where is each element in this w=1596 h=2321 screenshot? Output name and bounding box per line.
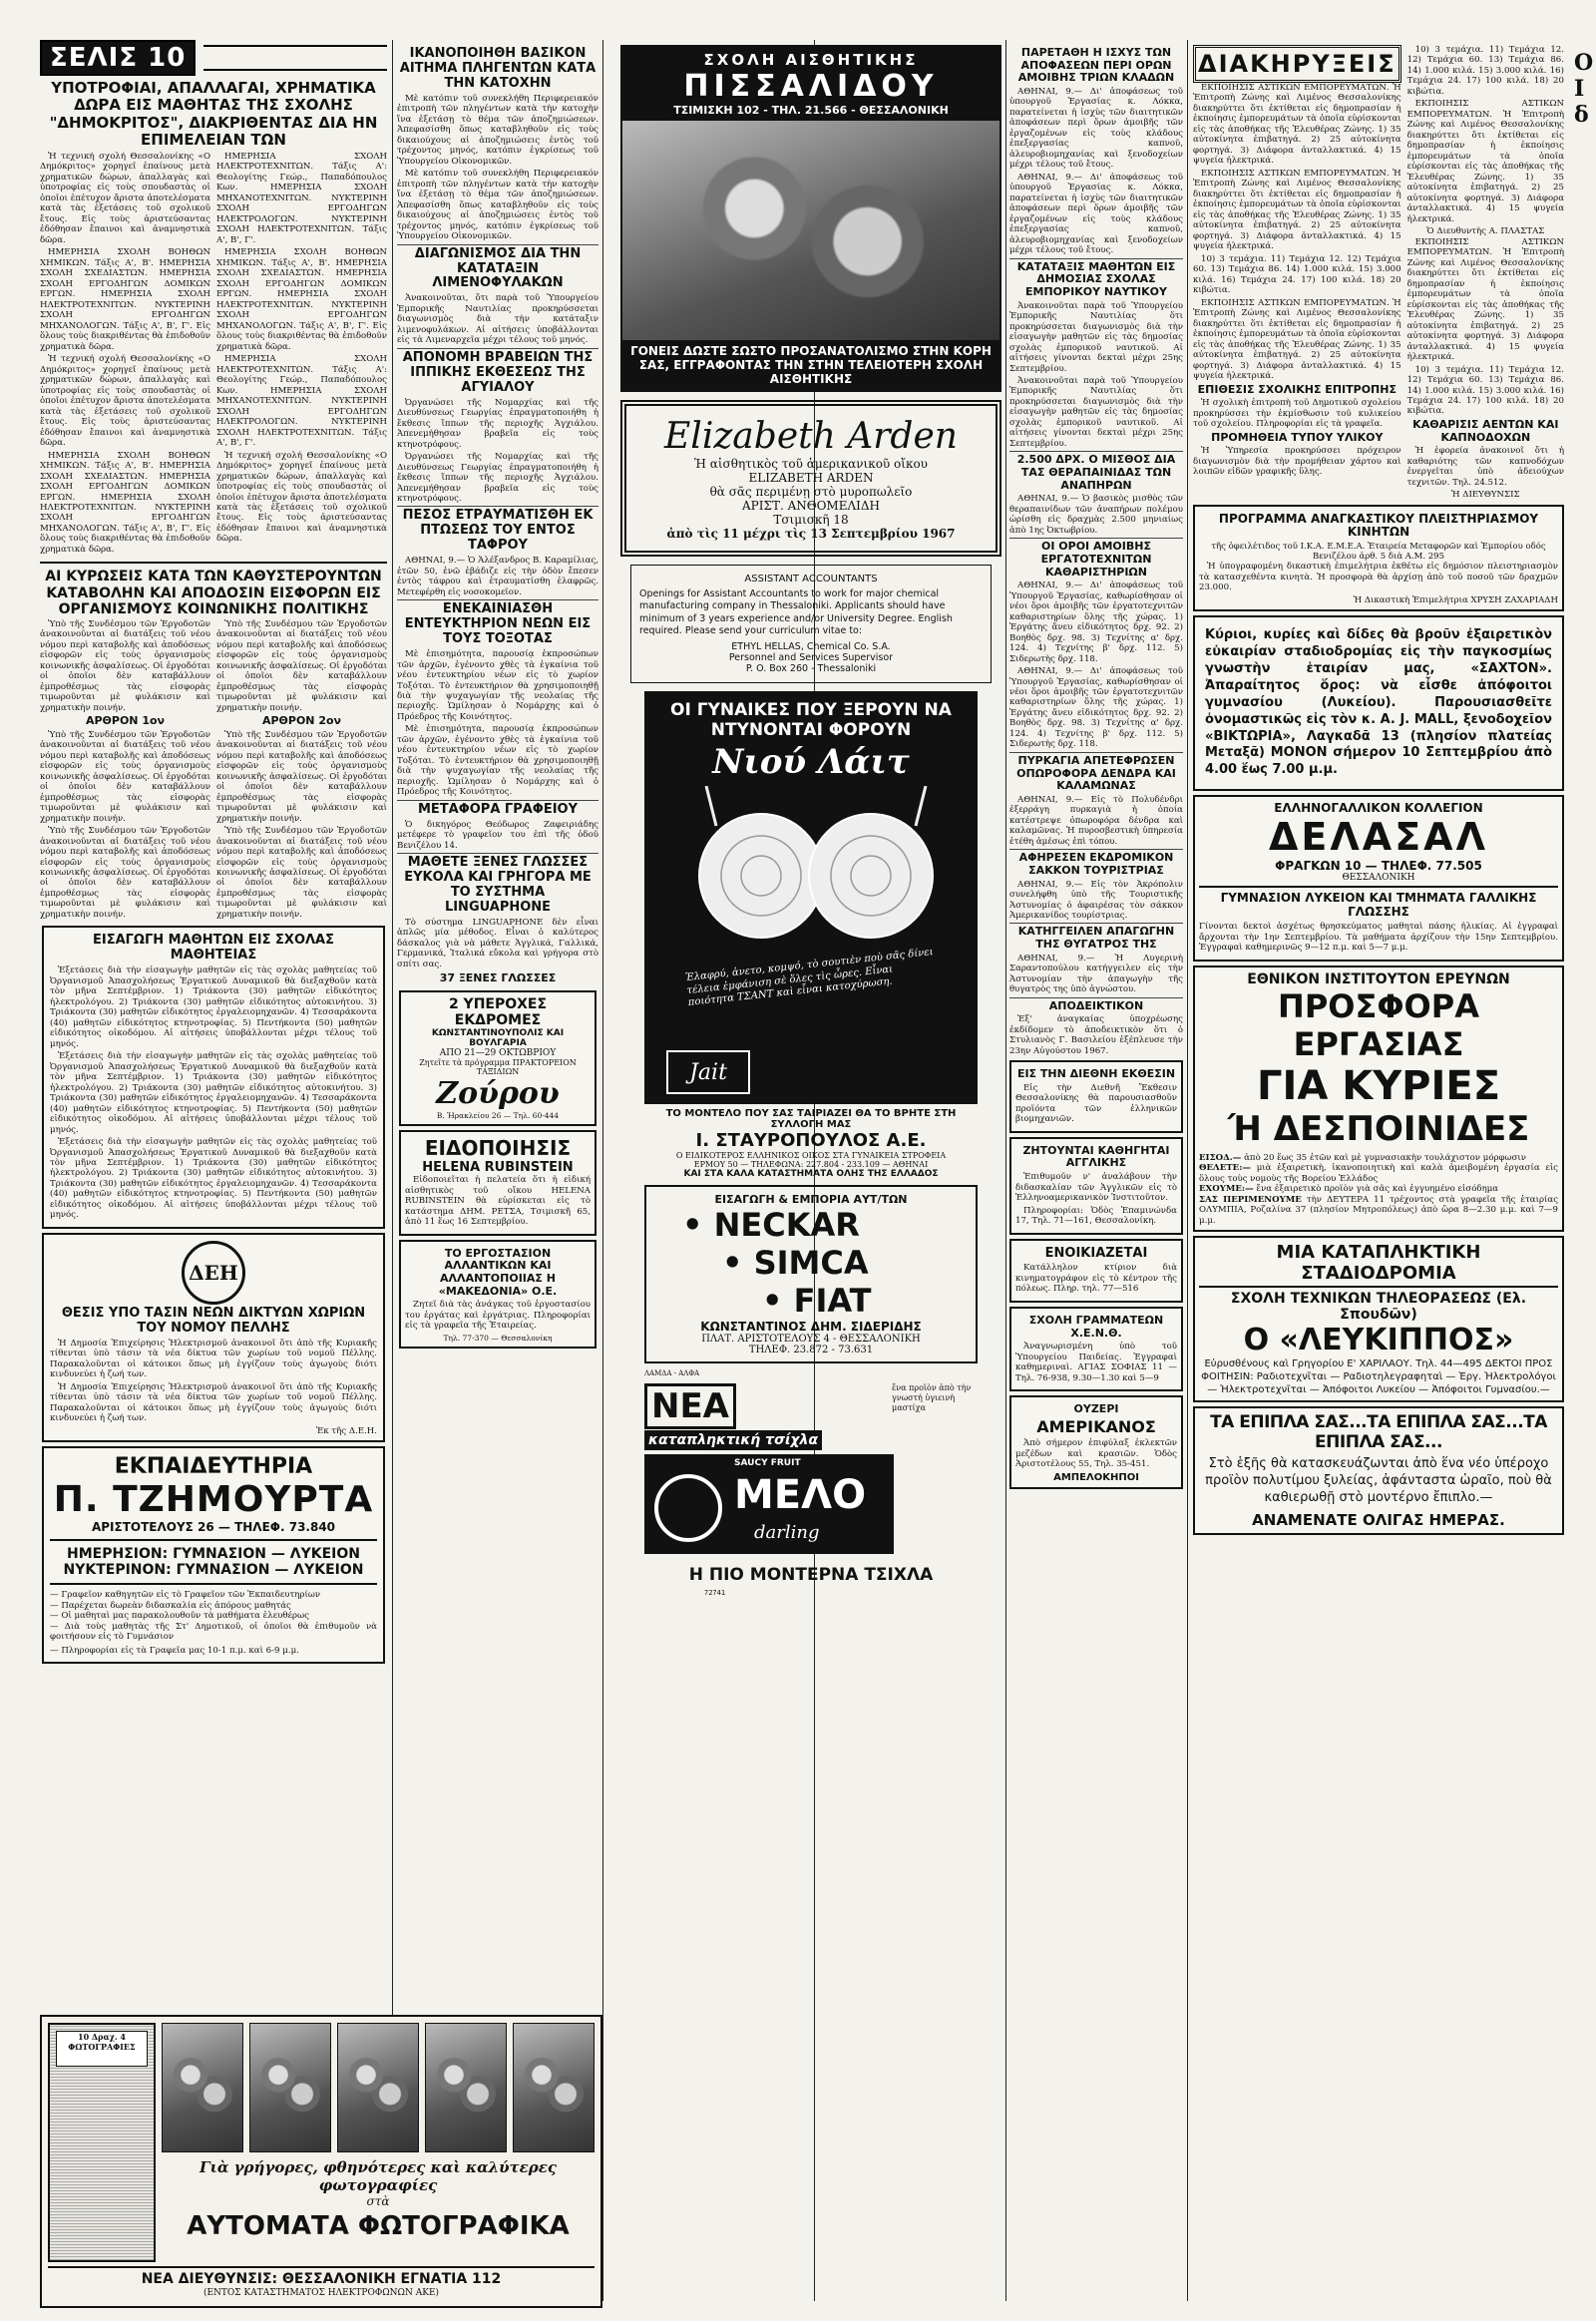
photo-new-address: ΝΕΑ ΔΙΕΥΘΥΝΣΙΣ: ΘΕΣΣΑΛΟΝΙΚΗ ΕΓΝΑΤΙΑ 112 xyxy=(48,2266,595,2287)
arden-line5: Τσιμισκῆ 18 xyxy=(773,513,849,527)
kyroseis-body-6: Ὑπὸ τῆς Συνδέσμου τῶν Ἐργοδοτῶν ἀνακοινοῦνται αἱ διατάξεις τοῦ νέου νόμου περὶ καταβολῆς καὶ ἀποδόσεως εἰσφορῶν εἰς τοὺς ὀργανισμοὺς κοινωνικῆς ἀσφαλίσεως. Οἱ ἐργοδόται οἱ ὁποῖοι δὲν καταβάλλουν ἐμπροθέσμως τὰς εἰσφορὰς τιμωροῦνται μὲ φυλάκισιν καὶ χρηματικὴν ποινήν. xyxy=(216,826,387,920)
c3c-body-2: Ὀργανώσει τῆς Νομαρχίας καὶ τῆς Διευθύνσεως Γεωργίας ἐπραγματοποιήθη ἡ ἔκθεσις ἵππων τῆς περιοχῆς Ἀγχιάλου. Ἀπενεμήθησαν βραβεῖα εἰς τοὺς κτηνοτρόφους. xyxy=(397,452,598,504)
for-rent-ad xyxy=(1009,1239,1183,1303)
car-phone: ΤΗΛΕΦ. 23.872 - 73.631 xyxy=(748,1345,874,1356)
epipla-head: ΤΑ ΕΠΙΠΛΑ ΣΑΣ...ΤΑ ΕΠΙΠΛΑ ΣΑΣ...ΤΑ ΕΠΙΠΛΑ ΣΑΣ... xyxy=(1210,1412,1547,1453)
lead-body-3: ΗΜΕΡΗΣΙΑ ΣΧΟΛΗ ΗΛΕΚΤΡΟΤΕΧΝΙΤΩΝ. Τάξις Α': Θεολογίτης Γεώρ., Παπαδόπουλος Κων. ΗΜΕΡΗΣΙΑ ΣΧΟΛΗ ΜΗΧΑΝΟΤΕΧΝΙΤΩΝ. ΝΥΚΤΕΡΙΝΗ ΣΧΟΛΗ ΕΡΓΟΔΗΓΩΝ ΗΛΕΚΤΡΟΛΟΓΩΝ. ΝΥΚΤΕΡΙΝΗ ΣΧΟΛΗ ΗΛΕΚΤΡΟΤΕΧΝΙΤΩΝ. Τάξις Α', Β', Γ'. xyxy=(216,152,387,245)
kath-body: Ἡ ἐφορεία ἀνακοινοῖ ὅτι ἡ καθαριότης τῶν καπνοδόχων ἐνεργεῖται ὑπὸ ἀδειούχων τεχνιτῶν. Τηλ. 24.512. xyxy=(1406,446,1564,488)
excursions-line2: ΑΠΟ 21—29 ΟΚΤΩΒΡΙΟΥ xyxy=(439,1048,557,1059)
c5l-headline: ΣΧΟΛΗ ΓΡΑΜΜΑΤΕΩΝ Χ.Ε.Ν.Θ. xyxy=(1028,1313,1164,1340)
acc-title: ASSISTANT ACCOUNTANTS xyxy=(744,574,878,584)
c3e-body: Μὲ ἐπισημότητα, παρουσίᾳ ἐκπροσώπων τῶν ἀρχῶν, ἐγένοντο χθὲς τὰ ἐγκαίνια τοῦ νέου ἐντευκτηρίου νέων εἰς τὸ χωρίον Τοξόται. Τὸ ἐντευκτήριον θὰ χρησιμοποιηθῇ διὰ τὴν ψυχαγωγίαν τῆς νεολαίας τῆς περιοχῆς. Ὡμίλησαν ὁ Νομάρχης καὶ ὁ Πρόεδρος τῆς Κοινότητος. xyxy=(397,649,598,722)
kyroseis-body-5: Ὑπὸ τῆς Συνδέσμου τῶν Ἐργοδοτῶν ἀνακοινοῦνται αἱ διατάξεις τοῦ νέου νόμου περὶ καταβολῆς καὶ ἀποδόσεως εἰσφορῶν εἰς τοὺς ὀργανισμοὺς κοινωνικῆς ἀσφαλίσεως. Οἱ ἐργοδόται οἱ ὁποῖοι δὲν καταβάλλουν ἐμπροθέσμως τὰς εἰσφορὰς τιμωροῦνται μὲ φυλάκισιν καὶ χρηματικὴν ποινήν. xyxy=(216,729,387,824)
kyroseis-body-3: Ὑπὸ τῆς Συνδέσμου τῶν Ἐργοδοτῶν ἀνακοινοῦνται αἱ διατάξεις τοῦ νέου νόμου περὶ καταβολῆς καὶ ἀποδόσεως εἰσφορῶν εἰς τοὺς ὀργανισμοὺς κοινωνικῆς ἀσφαλίσεως. Οἱ ἐργοδόται οἱ ὁποῖοι δὲν καταβάλλουν ἐμπροθέσμως τὰς εἰσφορὰς τιμωροῦνται μὲ φυλάκισιν καὶ χρηματικὴν ποινήν. xyxy=(40,826,210,920)
jait-logo: Jait xyxy=(666,1050,750,1094)
c5m-headline: ΟΥΖΕΡΙ xyxy=(1073,1402,1119,1416)
c3c-body: Ὀργανώσει τῆς Νομαρχίας καὶ τῆς Διευθύνσεως Γεωργίας ἐπραγματοποιήθη ἡ ἔκθεσις ἵππων τῆς περιοχῆς Ἀγχιάλου. Ἀπενεμήθησαν βραβεῖα εἰς τοὺς κτηνοτρόφους. xyxy=(397,397,598,450)
portrait-photo xyxy=(337,2023,419,2152)
del-body: Γίνονται δεκτοὶ ἀσχέτως θρησκεύματος μαθηταὶ πάσης ἡλικίας. Αἱ ἐγγραφαὶ ἄρχονται τὴν 1ην Σεπτεμβρίου. Τὰ μαθήματα ἀρχίζουν τὴν 15ην Σεπτεμβρίου. Ἐγγραφαὶ καθημερινῶς 9—12 π.μ. καὶ 5—7 μ.μ. xyxy=(1199,922,1558,954)
excursions-ad xyxy=(399,990,597,1126)
dia-body-4: ΕΚΠΟΙΗΣΙΣ ΑΣΤΙΚΩΝ ΕΜΠΟΡΕΥΜΑΤΩΝ. Ἡ Ἐπιτροπὴ Ζώνης καὶ Λιμένος Θεσσαλονίκης διακηρύττει ὅτι ἐκτίθεται εἰς δημοπρασίαν ἡ ἐκποίησις ἐμπορευμάτων τὰ ὁποῖα εὑρίσκονται εἰς τὰς ἀποθήκας τῆς Ἐλευθέρας Ζώνης. 1) 35 αὐτοκίνητα ἐπιβατηγά. 2) 25 αὐτοκίνητα φορτηγά. 3) Διάφορα ἀνταλλακτικά. 4) 15 ψυγεία ἠλεκτρικά. xyxy=(1193,297,1401,382)
leu-name: Ο «ΛΕΥΚΙΠΠΟΣ» xyxy=(1243,1323,1514,1358)
photo-new-address-2: (ΕΝΤΟΣ ΚΑΤΑΣΤΗΜΑΤΟΣ ΗΛΕΚΤΡΟΦΩΝΩΝ ΑΚΕ) xyxy=(202,2288,440,2298)
kath-headline: ΚΑΘΑΡΙΣΙΣ ΑΕΝΤΩΝ ΚΑΙ ΚΑΠΝΟΔΟΧΩΝ xyxy=(1412,417,1559,444)
left-column xyxy=(40,40,387,1668)
leu-kicker: ΜΙΑ ΚΑΤΑΠΛΗΚΤΙΚΗ ΣΤΑΔΙΟΔΡΟΜΙΑ xyxy=(1199,1242,1558,1288)
epipla-foot: ΑΝΑΜΕΝΑΤΕ ΟΛΙΓΑΣ ΗΜΕΡΑΣ. xyxy=(1252,1510,1505,1529)
photo-strip xyxy=(162,2023,595,2152)
del-kicker: ΕΛΛΗΝΟΓΑΛΛΙΚΟΝ ΚΟΛΛΕΓΙΟΝ xyxy=(1274,801,1483,816)
tzimourta-bullet: — Γραφεῖον καθηγητῶν εἰς τὸ Γραφεῖον τῶν Ἐκπαιδευτηρίων xyxy=(50,1590,321,1601)
c5d-body: ΑΘΗΝΑΙ, 9.— Δι' ἀποφάσεως τοῦ Ὑπουργοῦ Ἐργασίας, καθωρίσθησαν οἱ νέοι ὅροι ἀμοιβῆς τῶν ἐργατοτεχνιτῶν καθαριστηρίων ὅλης τῆς χώρας. 1) Ἐργάτης ἄνευ εἰδικότητος δρχ. 92. 2) Βοηθὸς δρχ. 98. 3) Τεχνίτης α' δρχ. 124. 4) Τεχνίτης β' δρχ. 112. 5) Σιδερωτὴς δρχ. 118. xyxy=(1009,580,1183,664)
c3d-headline: ΠΕΣΟΣ ΕΤΡΑΥΜΑΤΙΣΘΗ ΕΚ ΠΤΩΣΕΩΣ ΤΟΥ ΕΝΤΟΣ ΤΑΦΡΟΥ xyxy=(402,508,594,554)
prog-body: Ἡ ὑπογραφομένη δικαστικὴ ἐπιμελήτρια ἐκθέτω εἰς δημόσιον πλειστηριασμὸν τὰ κατασχεθέντα κινητὰ. Ἡ προσφορὰ θὰ ἀρχίσῃ ἀπὸ τοῦ ποσοῦ τῶν δραχμῶν 23.000. xyxy=(1199,562,1558,593)
c5l-body: Ἀναγνωρισμένη ὑπὸ τοῦ Ὑπουργείου Παιδείας. Ἐγγραφαὶ καθημεριναὶ. ΑΓΙΑΣ ΣΟΦΙΑΣ 11 — Τηλ. 76-938, 9.30—1.30 καὶ 5—9 xyxy=(1015,1342,1177,1383)
photo-slogan: Γιὰ γρήγορες, φθηνότερες καὶ καλύτερες φωτογραφίες xyxy=(199,2158,557,2194)
gum-pack xyxy=(644,1454,894,1554)
prog-headline: ΠΡΟΓΡΑΜΜΑ ΑΝΑΓΚΑΣΤΙΚΟΥ ΠΛΕΙΣΤΗΡΙΑΣΜΟΥ ΚΙΝΗΤΩΝ xyxy=(1218,511,1539,540)
kyroseis-body-4: Ὑπὸ τῆς Συνδέσμου τῶν Ἐργοδοτῶν ἀνακοινοῦνται αἱ διατάξεις τοῦ νέου νόμου περὶ καταβολῆς καὶ ἀποδόσεως εἰσφορῶν εἰς τοὺς ὀργανισμοὺς κοινωνικῆς ἀσφαλίσεως. Οἱ ἐργοδόται οἱ ὁποῖοι δὲν καταβάλλουν ἐμπροθέσμως τὰς εἰσφορὰς τιμωροῦνται μὲ φυλάκισιν καὶ χρηματικὴν ποινήν. xyxy=(216,618,387,713)
gum-top: ΛΑΜΔΑ - ΑΛΦΑ xyxy=(644,1369,700,1378)
portrait-photo xyxy=(513,2023,595,2152)
photo-booth-machine xyxy=(48,2023,156,2262)
nl-bottom4: ΕΡΜΟΥ 50 — ΤΗΛΕΦΩΝΑ: 227.804 - 233.109 — ΑΘΗΝΑΙ xyxy=(693,1160,929,1170)
car-brand-neckar: • NECKAR xyxy=(682,1206,860,1245)
c3g-body: Τὸ σύστημα LINGUAPHONE δὲν εἶναι ἁπλῶς μία μέθοδος. Εἶναι ὁ καλύτερος δάσκαλος γιὰ νὰ μάθετε Ἀγγλικά, Γαλλικά, Γερμανικά, Ἰταλικά εὔκολα καὶ γρήγορα στὸ σπίτι σας. xyxy=(397,917,598,969)
secretaries-school-ad xyxy=(1009,1307,1183,1391)
gum-brand: ΜΕΛΟ xyxy=(734,1472,867,1519)
delasal-ad xyxy=(1193,795,1564,961)
melo-gum-ad xyxy=(644,1369,978,1599)
car-addr: ΠΛΑΤ. ΑΡΙΣΤΟΤΕΛΟΥΣ 4 - ΘΕΣΣΑΛΟΝΙΚΗ xyxy=(701,1334,921,1346)
rubinstein-name: HELENA RUBINSTEIN xyxy=(422,1160,574,1176)
c5j-address: Πληροφορίαι: Ὁδὸς Ἐπαμινώνδα 17, Τηλ. 71—161, Θεσσαλονίκη. xyxy=(1015,1205,1177,1227)
eisagogi-body-2: Ἐξετάσεις διὰ τὴν εἰσαγωγὴν μαθητῶν εἰς τὰς σχολὰς μαθητείας τοῦ Ὀργανισμοῦ Ἀπασχολήσεως Ἐργατικοῦ Δυναμικοῦ θὰ διεξαχθοῦν κατὰ τὸν μῆνα Σεπτέμβριον. 1) Τριάκοντα (30) μαθητῶν εἰδικότητος ἠλεκτρολόγου. 2) Τριάκοντα (30) μαθητῶν εἰδικότητος αὐτοκινήτου. 3) Τριάκοντα (30) μαθητῶν εἰδικότητος ἐργαλειομηχανῶν. 4) Τεσσαράκοντα (40) μαθητῶν εἰδικότητος κτηνοτροφίας. 5) Πεντήκοντα (50) μαθητῶν εἰδικότητος οἰκοδόμου. Αἱ αἰτήσεις ὑποβάλλονται μέχρι τέλους τοῦ μηνός. xyxy=(50,1051,377,1135)
nl-bottom3: Ο ΕΙΔΙΚΟΤΕΡΟΣ ΕΛΛΗΝΙΚΟΣ ΟΙΚΟΣ ΣΤΑ ΓΥΝΑΙΚΕΙΑ ΣΤΡΟΦΕΙΑ xyxy=(675,1151,947,1161)
page-badge: ΣΕΛΙΣ 10 xyxy=(40,40,196,76)
lead-body-3b: ΗΜΕΡΗΣΙΑ ΣΧΟΛΗ ΒΟΗΘΩΝ ΧΗΜΙΚΩΝ. Τάξις Α', Β'. ΗΜΕΡΗΣΙΑ ΣΧΟΛΗ ΣΧΕΔΙΑΣΤΩΝ. ΗΜΕΡΗΣΙΑ ΣΧΟΛΗ ΕΡΓΟΔΗΓΩΝ ΔΟΜΙΚΩΝ ΕΡΓΩΝ. ΗΜΕΡΗΣΙΑ ΣΧΟΛΗ ΗΛΕΚΤΡΟΤΕΧΝΙΤΩΝ. ΝΥΚΤΕΡΙΝΗ ΣΧΟΛΗ ΕΡΓΟΔΗΓΩΝ ΜΗΧΑΝΟΛΟΓΩΝ. Τάξις Α', Β', Γ'. Εἰς ὅλους τοὺς διακριθέντας θὰ ἐπιδοθοῦν χρηματικὰ δῶρα. xyxy=(216,247,387,352)
excursions-title: 2 ΥΠΕΡΟΧΕΣ ΕΚΔΡΟΜΕΣ xyxy=(448,996,548,1029)
c3f-headline: ΜΕΤΑΦΟΡΑ ΓΡΑΦΕΙΟΥ xyxy=(417,801,579,817)
tzimourta-bullet: — Διὰ τοὺς μαθητὰς τῆς Στ' Δημοτικοῦ, οἱ ὁποῖοι θὰ ἐπιθυμοῦν νὰ φοιτήσουν εἰς τὸ Γυμνάσιον xyxy=(50,1621,377,1643)
c5j-headline: ΖΗΤΟΥΝΤΑΙ ΚΑΘΗΓΗΤΑΙ ΑΓΓΛΙΚΗΣ xyxy=(1022,1143,1170,1170)
photo-slogan-2: στὰ xyxy=(366,2194,390,2208)
kath-sign: Ἡ ΔΙΕΥΘΥΝΣΙΣ xyxy=(1451,490,1520,501)
portrait-photo xyxy=(162,2023,243,2152)
c3a-body: Μὲ κατόπιν τοῦ συνεκλήθη Περιφερειακόν ἐπιτροπὴ τῶν πληγέντων κατὰ τὴν κατοχὴν ἵνα ἐξετάσῃ τὸ θέμα τῶν ἀποζημιώσεων. Ἀπεφασίσθη ὅπως καταβληθοῦν εἰς τοὺς δικαιούχους αἱ ἀποζημιώσεις ἐντὸς τοῦ τρέχοντος μηνός, κατόπιν ἐγκρίσεως τοῦ Ὑπουργείου Οἰκονομικῶν. xyxy=(397,93,598,167)
car-head: ΕΙΣΑΓΩΓΗ & ΕΜΠΟΡΙΑ ΑΥΤ/ΤΩΝ xyxy=(714,1193,908,1207)
c5e-body: ΑΘΗΝΑΙ, 9.— Εἰς τὸ Πολυδένδρι ἐξερράγη πυρκαγιὰ ἡ ὁποία κατέστρεψε ὀπωροφόρα δένδρα καὶ καλαμῶνας. Ἡ πυροσβεστικὴ ὑπηρεσία ἐτέθη ἀμέσως ἐπὶ τόπου. xyxy=(1009,794,1183,847)
c3e-headline: ΕΝΕΚΑΙΝΙΑΣΘΗ ΕΝΤΕΥΚΤΗΡΙΟΝ ΝΕΩΝ ΕΙΣ ΤΟΥΣ ΤΟΞΟΤΑΣ xyxy=(404,601,592,647)
school-title: ΣΧΟΛΗ ΑΙΣΘΗΤΙΚΗΣ xyxy=(622,47,999,69)
tzimourta-name: Π. ΤΖΗΜΟΥΡΤΑ xyxy=(53,1479,374,1521)
car-name: ΚΩΝΣΤΑΝΤΙΝΟΣ ΔΗΜ. ΣΙΔΕΡΙΔΗΣ xyxy=(700,1320,922,1335)
excursions-line1: ΚΩΝΣΤΑΝΤΙΝΟΥΠΟΛΙΣ ΚΑΙ ΒΟΥΛΓΑΡΙΑ xyxy=(431,1028,565,1049)
prog-sub: τῆς ὀφειλέτιδος τοῦ Ι.Κ.Α. Ε.Μ.Ε.Α. Ἑταιρεία Μεταφορῶν καὶ Ἐμπορίου οδός Βενιζέλου ἀρθ. 5 διὰ Α.Μ. 295 xyxy=(1211,542,1546,563)
pr-body: Ἡ Ὑπηρεσία προκηρύσσει πρόχειρον διαγωνισμὸν διὰ τὴν προμήθειαν χάρτου καὶ λοιπῶν εἰδῶν γραφικῆς ὕλης. xyxy=(1193,446,1401,478)
footer-code: 72741 xyxy=(704,1589,726,1598)
deh-body: Ἡ Δημοσία Ἐπιχείρησις Ἠλεκτρισμοῦ ἀνακοινοῖ ὅτι ἀπὸ τῆς Κυριακῆς τίθενται ὑπὸ τάσιν τὰ νέα δίκτυα τῶν χωρίων τοῦ νομοῦ Πέλλης. Παρακαλοῦνται οἱ κάτοικοι ὅπως μὴ ἐγγίζουν τοὺς ἀγωγοὺς διότι κινδυνεύει ἡ ζωή των. xyxy=(50,1338,377,1380)
nl-bottom2: Ι. ΣΤΑΥΡΟΠΟΥΛΟΣ Α.Ε. xyxy=(695,1130,927,1152)
lead-body-2: ΗΜΕΡΗΣΙΑ ΣΧΟΛΗ ΒΟΗΘΩΝ ΧΗΜΙΚΩΝ. Τάξις Α', Β'. ΗΜΕΡΗΣΙΑ ΣΧΟΛΗ ΣΧΕΔΙΑΣΤΩΝ. ΗΜΕΡΗΣΙΑ ΣΧΟΛΗ ΕΡΓΟΔΗΓΩΝ ΔΟΜΙΚΩΝ ΕΡΓΩΝ. ΗΜΕΡΗΣΙΑ ΣΧΟΛΗ ΗΛΕΚΤΡΟΤΕΧΝΙΤΩΝ. ΝΥΚΤΕΡΙΝΗ ΣΧΟΛΗ ΕΡΓΟΔΗΓΩΝ ΜΗΧΑΝΟΛΟΓΩΝ. Τάξις Α', Β', Γ'. Εἰς ὅλους τοὺς διακριθέντας θὰ ἐπιδοθοῦν χρηματικὰ δῶρα. xyxy=(40,247,210,352)
dia-body-2: ΕΚΠΟΙΗΣΙΣ ΑΣΤΙΚΩΝ ΕΜΠΟΡΕΥΜΑΤΩΝ. Ἡ Ἐπιτροπὴ Ζώνης καὶ Λιμένος Θεσσαλονίκης διακηρύττει ὅτι ἐκτίθεται εἰς δημοπρασίαν ἡ ἐκποίησις ἐμπορευμάτων τὰ ὁποῖα εὑρίσκονται εἰς τὰς ἀποθήκας τῆς Ἐλευθέρας Ζώνης. 1) 35 αὐτοκίνητα ἐπιβατηγά. 2) 25 αὐτοκίνητα φορτηγά. 3) Διάφορα ἀνταλλακτικά. 4) 15 ψυγεία ἠλεκτρικά. xyxy=(1193,168,1401,252)
rubinstein-notice xyxy=(399,1130,597,1235)
lead-body-3d: Ἡ τεχνική σχολή Θεσσαλονίκης «Ο Δημόκριτος» χορηγεῖ ἐπαίνους μετὰ χρηματικῶν δώρων, ἀπαλλαγὰς καὶ ὑποτροφίας εἰς τοὺς σπουδαστὰς οἱ ὁποῖοι ἐπέτυχον ἄριστα ἀποτελέσματα κατὰ τὰς ἐξετάσεις τοῦ σχολικοῦ ἔτους. Εἰς τοὺς ἀριστεύσαντας ἐδόθησαν ἔπαινοι καὶ ἀναμνηστικὰ δῶρα. xyxy=(216,450,387,545)
deh-headline: ΘΕΣΙΣ ΥΠΟ ΤΑΣΙΝ ΝΕΩΝ ΔΙΚΤΥΩΝ ΧΩΡΙΩΝ ΤΟΥ ΝΟΜΟΥ ΠΕΛΛΗΣ xyxy=(61,1305,366,1336)
c5h-headline: ΑΠΟΔΕΙΚΤΙΚΟΝ xyxy=(1048,998,1144,1012)
lead-body-2b: Ἡ τεχνική σχολή Θεσσαλονίκης «Ο Δημόκριτος» χορηγεῖ ἐπαίνους μετὰ χρηματικῶν δώρων, ἀπαλλαγὰς καὶ ὑποτροφίας εἰς τοὺς σπουδαστὰς οἱ ὁποῖοι ἐπέτυχον ἄριστα ἀποτελέσματα κατὰ τὰς ἐξετάσεις τοῦ σχολικοῦ ἔτους. Εἰς τοὺς ἀριστεύσαντας ἐδόθησαν ἔπαινοι καὶ ἀναμνηστικὰ δῶρα. xyxy=(40,354,210,449)
zourou-logo: Ζούρου xyxy=(436,1076,560,1112)
column-rule xyxy=(1005,40,1006,2301)
photo-booth-ad xyxy=(40,2015,602,2308)
gum-slogan: καταπληκτική τσίχλα xyxy=(644,1430,822,1450)
c5b-body-2: Ἀνακοινοῦται παρὰ τοῦ Ὑπουργείου Ἐμπορικῆς Ναυτιλίας ὅτι προκηρύσσεται διαγωνισμὸς διὰ τὴν εἰσαγωγὴν μαθητῶν εἰς τὰς δημοσίας σχολὰς ἐμπορικοῦ ναυτικοῦ. Αἱ αἰτήσεις γίνονται δεκταὶ μέχρι 25ης Σεπτεμβρίου. xyxy=(1009,375,1183,449)
c5c-headline: 2.500 ΔΡΧ. Ο ΜΙΣΘΟΣ ΔΙΑ ΤΑΣ ΘΕΡΑΠΑΙΝΙΔΑΣ ΤΩΝ ΑΝΑΠΗΡΩΝ xyxy=(1016,453,1176,492)
new-lait-ad xyxy=(644,691,978,1104)
tzimourta-ad xyxy=(42,1446,385,1664)
lead-body-2c: ΗΜΕΡΗΣΙΑ ΣΧΟΛΗ ΒΟΗΘΩΝ ΧΗΜΙΚΩΝ. Τάξις Α', Β'. ΗΜΕΡΗΣΙΑ ΣΧΟΛΗ ΣΧΕΔΙΑΣΤΩΝ. ΗΜΕΡΗΣΙΑ ΣΧΟΛΗ ΕΡΓΟΔΗΓΩΝ ΔΟΜΙΚΩΝ ΕΡΓΩΝ. ΗΜΕΡΗΣΙΑ ΣΧΟΛΗ ΗΛΕΚΤΡΟΤΕΧΝΙΤΩΝ. ΝΥΚΤΕΡΙΝΗ ΣΧΟΛΗ ΕΡΓΟΔΗΓΩΝ ΜΗΧΑΝΟΛΟΓΩΝ. Τάξις Α', Β', Γ'. Εἰς ὅλους τοὺς διακριθέντας θὰ ἐπιδοθοῦν χρηματικὰ δῶρα. xyxy=(40,450,210,555)
dia-body-3: 10) 3 τεμάχια. 11) Τεμάχια 12. 12) Τεμάχια 60. 13) Τεμάχια 86. 14) 1.000 κιλά. 15) 3.000 κιλά. 16) Τεμάχια 24. 17) 100 κιλά. 18) 20 κιβώτια. xyxy=(1193,253,1401,296)
pissalidou-ad xyxy=(620,45,1001,392)
eisagogi-headline: ΕΙΣΑΓΩΓΗ ΜΑΘΗΤΩΝ ΕΙΣ ΣΧΟΛΑΣ ΜΑΘΗΤΕΙΑΣ xyxy=(92,933,335,964)
c5f-headline: ΑΦΗΡΕΣΕΝ ΕΚΔΡΟΜΙΚΟΝ ΣΑΚΚΟΝ ΤΟΥΡΙΣΤΡΙΑΣ xyxy=(1018,851,1174,877)
kyroseis-body: Ὑπὸ τῆς Συνδέσμου τῶν Ἐργοδοτῶν ἀνακοινοῦνται αἱ διατάξεις τοῦ νέου νόμου περὶ καταβολῆς καὶ ἀποδόσεως εἰσφορῶν εἰς τοὺς ὀργανισμοὺς κοινωνικῆς ἀσφαλίσεως. Οἱ ἐργοδόται οἱ ὁποῖοι δὲν καταβάλλουν ἐμπροθέσμως τὰς εἰσφορὰς τιμωροῦνται μὲ φυλάκισιν καὶ χρηματικὴν ποινήν. xyxy=(40,618,210,713)
sachton-job-ad xyxy=(1193,615,1564,791)
stavropoulos-footer xyxy=(644,1108,978,1179)
gum-footer: Η ΠΙΟ ΜΟΝΤΕΡΝΑ ΤΣΙΧΛΑ xyxy=(688,1565,934,1586)
furniture-ad xyxy=(1193,1406,1564,1535)
c5e-headline: ΠΥΡΚΑΓΙΑ ΑΠΕΤΕΦΡΩΣΕΝ ΟΠΩΡΟΦΟΡΑ ΔΕΝΔΡΑ ΚΑΙ ΚΑΛΑΜΩΝΑΣ xyxy=(1016,753,1176,793)
auction-program xyxy=(1193,505,1564,612)
excursions-line3: Ζητεῖτε τὰ πρόγραμμα ΠΡΑΚΤΟΡΕΙΟΝ ΤΑΞΙΔΙΩΝ xyxy=(419,1058,577,1077)
c5j-body: Ἐπιθυμοῦν ν' ἀναλάβουν τὴν διδασκαλίαν τῶν Ἀγγλικῶν εἰς τὸ Ἑλληνοαμερικανικὸν Ἰνστιτοῦτον. xyxy=(1015,1172,1177,1204)
tzimourta-line1: ΗΜΕΡΗΣΙΟΝ: ΓΥΜΝΑΣΙΟΝ — ΛΥΚΕΙΟΝ xyxy=(67,1546,360,1563)
factory-phone: Τηλ. 77-370 — Θεσσαλονίκη xyxy=(443,1333,553,1343)
dia-body-6: ΕΚΠΟΙΗΣΙΣ ΑΣΤΙΚΩΝ ΕΜΠΟΡΕΥΜΑΤΩΝ. Ἡ Ἐπιτροπὴ Ζώνης καὶ Λιμένος Θεσσαλονίκης διακηρύττει ὅτι ἐκτίθεται εἰς δημοπρασίαν ἡ ἐκποίησις ἐμπορευμάτων τὰ ὁποῖα εὑρίσκονται εἰς τὰς ἀποθήκας τῆς Ἐλευθέρας Ζώνης. 1) 35 αὐτοκίνητα ἐπιβατηγά. 2) 25 αὐτοκίνητα φορτηγά. 3) Διάφορα ἀνταλλακτικά. 4) 15 ψυγεία ἠλεκτρικά. xyxy=(1406,99,1564,224)
school-address: ΤΣΙΜΙΣΚΗ 102 - ΤΗΛ. 21.566 - ΘΕΣΣΑΛΟΝΙΚΗ xyxy=(622,104,999,121)
column-6 xyxy=(1193,45,1564,1539)
english-teachers-ad xyxy=(1009,1137,1183,1235)
excursions-address: Β. Ἡρακλείου 26 — Τηλ. 60-444 xyxy=(436,1111,560,1121)
car-brand-simca: • SIMCA xyxy=(722,1244,869,1283)
c3f-body: Ὁ δικηγόρος Θεόδωρος Ζαφειριάδης μετέφερε τὸ γραφεῖον του ἐπὶ τῆς ὁδοῦ Βενιζέλου 14. xyxy=(397,819,598,851)
eie-row: ΣΑΣ ΠΕΡΙΜΕΝΟΥΜΕ τὴν ΔΕΥΤΕΡΑ 11 τρέχοντος στὰ γραφεῖα τῆς ἑταιρίας ΟΛΥΜΠΙΑ, Ροζαλίνα 37 (πλησίον Μητροπόλεως) ἀπὸ ὥρα 8—2.30 μ.μ. καὶ 7—9 μ.μ. xyxy=(1199,1194,1559,1226)
c5d-headline: ΟΙ ΟΡΟΙ ΑΜΟΙΒΗΣ ΕΡΓΑΤΟΤΕΧΝΙΤΩΝ ΚΑΘΑΡΙΣΤΗΡΙΩΝ xyxy=(1040,540,1152,579)
del-addr: ΦΡΑΓΚΩΝ 10 — ΤΗΛΕΦ. 77.505 xyxy=(1275,859,1482,874)
c3c-headline: ΑΠΟΝΟΜΗ ΒΡΑΒΕΙΩΝ ΤΗΣ ΙΠΠΙΚΗΣ ΕΚΘΕΣΕΩΣ ΤΗΣ ΑΓΥΙΑΛΟΥ xyxy=(402,349,594,395)
c5a-headline: ΠΑΡΕΤΑΘΗ Η ΙΣΧΥΣ ΤΩΝ ΑΠΟΦΑΣΕΩΝ ΠΕΡΙ ΟΡΩΝ ΑΜΟΙΒΗΣ ΤΡΙΩΝ ΚΛΑΔΩΝ xyxy=(1017,46,1175,85)
nl-bottom5: ΚΑΙ ΣΤΑ ΚΑΛΑ ΚΑΤΑΣΤΗΜΑΤΑ ΟΛΗΣ ΤΗΣ ΕΛΛΑΔΟΣ xyxy=(683,1169,939,1180)
c3a-headline: ΙΚΑΝΟΠΟΙΗΘΗ ΒΑΣΙΚΟΝ ΑΙΤΗΜΑ ΠΛΗΓΕΝΤΩΝ ΚΑΤΑ ΤΗΝ ΚΑΤΟΧΗΝ xyxy=(399,46,597,91)
kyroseis-headline: ΑΙ ΚΥΡΩΣΕΙΣ ΚΑΤΑ ΤΩΝ ΚΑΘΥΣΤΕΡΟΥΝΤΩΝ ΚΑΤΑΒΟΛΗΝ ΚΑΙ ΑΠΟΔΟΣΙΝ ΕΙΣΦΟΡΩΝ ΕΙΣ ΟΡΓΑΝΙΣΜΟΥΣ ΚΟΙΝΩΝΙΚΗΣ ΠΟΛΙΤΙΚΗΣ xyxy=(45,569,382,617)
article-1-heading: ΑΡΘΡΟΝ 1ον xyxy=(85,714,166,728)
eie-h1: ΠΡΟΣΦΟΡΑ ΕΡΓΑΣΙΑΣ xyxy=(1278,986,1479,1063)
gum-brand-2: darling xyxy=(754,1522,820,1544)
tzimourta-bullet: — Παρέχεται δωρεὰν διδασκαλία εἰς ἀπόρους μαθητάς xyxy=(50,1600,291,1611)
column-4 xyxy=(620,45,1001,1599)
c3e-body-2: Μὲ ἐπισημότητα, παρουσίᾳ ἐκπροσώπων τῶν ἀρχῶν, ἐγένοντο χθὲς τὰ ἐγκαίνια τοῦ νέου ἐντευκτηρίου νέων εἰς τὸ χωρίον Τοξόται. Τὸ ἐντευκτήριον θὰ χρησιμοποιηθῇ διὰ τὴν ψυχαγωγίαν τῆς νεολαίας τῆς περιοχῆς. Ὡμίλησαν ὁ Νομάρχης καὶ ὁ Πρόεδρος τῆς Κοινότητος. xyxy=(397,724,598,798)
car-brand-fiat: • FIAT xyxy=(762,1282,872,1321)
deh-box xyxy=(42,1233,385,1442)
eisagogi-box xyxy=(42,926,385,1229)
lead-body-3c: ΗΜΕΡΗΣΙΑ ΣΧΟΛΗ ΗΛΕΚΤΡΟΤΕΧΝΙΤΩΝ. Τάξις Α': Θεολογίτης Γεώρ., Παπαδόπουλος Κων. ΗΜΕΡΗΣΙΑ ΣΧΟΛΗ ΜΗΧΑΝΟΤΕΧΝΙΤΩΝ. ΝΥΚΤΕΡΙΝΗ ΣΧΟΛΗ ΕΡΓΟΔΗΓΩΝ ΗΛΕΚΤΡΟΛΟΓΩΝ. ΝΥΚΤΕΡΙΝΗ ΣΧΟΛΗ ΗΛΕΚΤΡΟΤΕΧΝΙΤΩΝ. Τάξις Α', Β', Γ'. xyxy=(216,354,387,449)
c5h-body: Ἐξ' ἀναγκαίας ὑποχρέωσης ἐκδίδομεν τὸ ἀποδεικτικὸν ὅτι ὁ Στυλιανὸς Γ. Βασιλείου ἐξέπλευσε τὴν 23ην Αὐγούστου 1967. xyxy=(1009,1014,1183,1056)
school-name: ΠΙΣΣΑΛΙΔΟΥ xyxy=(622,69,999,104)
column-3 xyxy=(397,45,598,1353)
column-5 xyxy=(1009,45,1183,1493)
lead-body-1: Ἡ τεχνική σχολή Θεσσαλονίκης «Ο Δημόκριτος» χορηγεῖ ἐπαίνους μετὰ χρηματικῶν δώρων, ἀπαλλαγὰς καὶ ὑποτροφίας εἰς τοὺς σπουδαστὰς οἱ ὁποῖοι ἐπέτυχον ἄριστα ἀποτελέσματα κατὰ τὰς ἐξετάσεις τοῦ σχολικοῦ ἔτους. Εἰς τοὺς ἀριστεύσαντας ἐδόθησαν ἔπαινοι καὶ ἀναμνηστικὰ δῶρα. xyxy=(40,152,210,245)
arden-dates: ἀπὸ τὶς 11 μέχρι τὶς 13 Σεπτεμβρίου 1967 xyxy=(666,527,956,541)
nl-brand: Νιού Λάιτ xyxy=(712,742,910,783)
ouzeri-ad xyxy=(1009,1395,1183,1488)
nl-copy: Ἐλαφρύ, ἀνετο, κομψό, τὸ σουτιὲν ποὺ σᾶς δίνει τέλεια ἐμφάνιση σὲ ὅλες τὶς ὧρες. Εἶναι ποιότητα ΤΣΑΝΤ καὶ εἶναι κατοχύρωση. xyxy=(684,947,935,1009)
eisagogi-body-3: Ἐξετάσεις διὰ τὴν εἰσαγωγὴν μαθητῶν εἰς τὰς σχολὰς μαθητείας τοῦ Ὀργανισμοῦ Ἀπασχολήσεως Ἐργατικοῦ Δυναμικοῦ θὰ διεξαχθοῦν κατὰ τὸν μῆνα Σεπτέμβριον. 1) Τριάκοντα (30) μαθητῶν εἰδικότητος ἠλεκτρολόγου. 2) Τριάκοντα (30) μαθητῶν εἰδικότητος αὐτοκινήτου. 3) Τριάκοντα (30) μαθητῶν εἰδικότητος ἐργαλειομηχανῶν. 4) Τεσσαράκοντα (40) μαθητῶν εἰδικότητος κτηνοτροφίας. 5) Πεντήκοντα (50) μαθητῶν εἰδικότητος οἰκοδόμου. Αἱ αἰτήσεις ὑποβάλλονται μέχρι τέλους τοῦ μηνός. xyxy=(50,1137,377,1221)
eie-job-ad xyxy=(1193,966,1564,1232)
del-city: ΘΕΣΣΑΛΟΝΙΚΗ xyxy=(1342,873,1415,884)
ep-headline: ΕΠΙΘΕΣΙΣ ΣΧΟΛΙΚΗΣ ΕΠΙΤΡΟΠΗΣ xyxy=(1197,382,1396,396)
epipla-body: Στὸ ἑξῆς θὰ κατασκευάζωνται ἀπὸ ἕνα νέο ὑπέροχο προϊὸν πολυτίμου ξυλείας, ἀφάνταστα ὡραῖο, ποὺ θὰ καθιερωθῇ στὸ μοντέρνο ἔπιπλο.— xyxy=(1205,1456,1552,1505)
kyroseis-body-2: Ὑπὸ τῆς Συνδέσμου τῶν Ἐργοδοτῶν ἀνακοινοῦνται αἱ διατάξεις τοῦ νέου νόμου περὶ καταβολῆς καὶ ἀποδόσεως εἰσφορῶν εἰς τοὺς ὀργανισμοὺς κοινωνικῆς ἀσφαλίσεως. Οἱ ἐργοδόται οἱ ὁποῖοι δὲν καταβάλλουν ἐμπροθέσμως τὰς εἰσφορὰς τιμωροῦνται μὲ φυλάκισιν καὶ χρηματικὴν ποινήν. xyxy=(40,729,210,824)
arden-line3: θὰ σᾶς περιμένῃ στὸ μυροπωλεῖο xyxy=(709,485,913,499)
photo-brand: ΑΥΤΟΜΑΤΑ ΦΩΤΟΓΡΑΦΙΚΑ xyxy=(187,2211,570,2241)
tzimourta-footer: — Πληροφορίαι εἰς τὰ Γραφεῖα μας 10-1 π.μ. καὶ 6-9 μ.μ. xyxy=(50,1645,299,1656)
portrait-photo xyxy=(425,2023,507,2152)
diakirykseis-banner: ΔΙΑΚΗΡΥΞΕΙΣ xyxy=(1193,45,1401,83)
eisagogi-body: Ἐξετάσεις διὰ τὴν εἰσαγωγὴν μαθητῶν εἰς τὰς σχολὰς μαθητείας τοῦ Ὀργανισμοῦ Ἀπασχολήσεως Ἐργατικοῦ Δυναμικοῦ θὰ διεξαχθοῦν κατὰ τὸν μῆνα Σεπτέμβριον. 1) Τριάκοντα (30) μαθητῶν εἰδικότητος ἠλεκτρολόγου. 2) Τριάκοντα (30) μαθητῶν εἰδικότητος αὐτοκινήτου. 3) Τριάκοντα (30) μαθητῶν εἰδικότητος ἐργαλειομηχανῶν. 4) Τεσσαράκοντα (40) μαθητῶν εἰδικότητος κτηνοτροφίας. 5) Πεντήκοντα (50) μαθητῶν εἰδικότητος οἰκοδόμου. Αἱ αἰτήσεις ὑποβάλλονται μέχρι τέλους τοῦ μηνός. xyxy=(50,966,377,1049)
arden-logo: Elizabeth Arden xyxy=(664,416,958,457)
nl-headline: ΟΙ ΓΥΝΑΙΚΕΣ ΠΟΥ ΞΕΡΟΥΝ ΝΑ ΝΤΥΝΟΝΤΑΙ ΦΟΡΟΥΝ xyxy=(670,700,952,740)
dia-body-7: ΕΚΠΟΙΗΣΙΣ ΑΣΤΙΚΩΝ ΕΜΠΟΡΕΥΜΑΤΩΝ. Ἡ Ἐπιτροπὴ Ζώνης καὶ Λιμένος Θεσσαλονίκης διακηρύττει ὅτι ἐκτίθεται εἰς δημοπρασίαν ἡ ἐκποίησις ἐμπορευμάτων τὰ ὁποῖα εὑρίσκονται εἰς τὰς ἀποθήκας τῆς Ἐλευθέρας Ζώνης. 1) 35 αὐτοκίνητα ἐπιβατηγά. 2) 25 αὐτοκίνητα φορτηγά. 3) Διάφορα ἀνταλλακτικά. 4) 15 ψυγεία ἠλεκτρικά. xyxy=(1406,236,1564,363)
ep-body: Ἡ σχολικὴ ἐπιτροπὴ τοῦ Δημοτικοῦ σχολείου προκηρύσσει τὴν ἐκμίσθωσιν τοῦ κυλικείου τοῦ σχολείου. Πληροφορίαι εἰς τὰ γραφεῖα. xyxy=(1193,398,1401,430)
bra-illustration xyxy=(646,786,980,956)
factory-title: ΤΟ ΕΡΓΟΣΤΑΣΙΟΝ ΑΛΛΑΝΤΙΚΩΝ ΚΑΙ ΑΛΛΑΝΤΟΠΟΙΙΑΣ Η «ΜΑΚΕΔΟΝΙΑ» Ο.Ε. xyxy=(438,1246,558,1298)
c5f-body: ΑΘΗΝΑΙ, 9.— Εἰς τὸν Ἀκρόπολιν συνελήφθη ὑπὸ τῆς Τουριστικῆς Ἀστυνομίας ὁ ἀφαιρέσας τὸν σάκκον Ἀμερικανίδος τουρίστριας. xyxy=(1009,879,1183,921)
arden-line2: ELIZABETH ARDEN xyxy=(748,471,874,485)
c5i-headline: ΕΙΣ ΤΗΝ ΔΙΕΘΝΗ ΕΚΘΕΣΙΝ xyxy=(1016,1067,1176,1081)
acc-body: Openings for Assistant Accountants to work for major chemical manufacturing company in Thessaloniki. Applicants should have minimum of 3 years experience and/or University Degree. English required. Please send your curriculum vitae to: xyxy=(639,588,953,637)
column-rule xyxy=(602,40,603,2301)
dia-sign: Ὁ Διευθυντὴς Α. ΠΛΑΣΤΑΣ xyxy=(1426,226,1545,237)
factory-body: Ζητεῖ διὰ τὰς ἀνάγκας τοῦ ἐργοστασίου του ἐργάτας καὶ ἐργάτριας. Πληροφορίαι εἰς τὰ γραφεῖα τῆς Ἑταιρείας. xyxy=(405,1300,591,1332)
c5d-body-2: ΑΘΗΝΑΙ, 9.— Δι' ἀποφάσεως τοῦ Ὑπουργοῦ Ἐργασίας, καθωρίσθησαν οἱ νέοι ὅροι ἀμοιβῆς τῶν ἐργατοτεχνιτῶν καθαριστηρίων ὅλης τῆς χώρας. 1) Ἐργάτης ἄνευ εἰδικότητος δρχ. 92. 2) Βοηθὸς δρχ. 98. 3) Τεχνίτης α' δρχ. 124. 4) Τεχνίτης β' δρχ. 112. 5) Σιδερωτὴς δρχ. 118. xyxy=(1009,666,1183,750)
tzimourta-kicker: ΕΚΠΑΙΔΕΥΤΗΡΙΑ xyxy=(114,1454,313,1480)
sachton-body: Κύριοι, κυρίες καὶ δίδες θὰ βροῦν ἐξαιρετικὸν εὐκαιρίαν σταδιοδρομίας εἰς τὴν παγκοσμίως γνωστὴν ἑταιρίαν μας, «ΣΑΧΤΟΝ». Ἀπαραίτητος ὅρος: νὰ εἶσθε ἀπόφοιτοι γυμνασίου (Λυκείου). Παρουσιασθεῖτε ὀνομαστικῶς εἰς τὸν κ. A. J. MALL, ξενοδοχεῖον «ΒΙΚΤΩΡΙΑ», Λαγκαδᾶ 13 (πλησίον πλατείας Μεταξᾶ) ΜΟΝΟΝ σήμερον 10 Σεπτεμβρίου ἀπὸ 4.00 ἕως 7.00 μ.μ. xyxy=(1205,627,1552,778)
acc-sign1: ETHYL HELLAS, Chemical Co. S.A. xyxy=(731,641,891,653)
notice-body: Εἰδοποιεῖται ἡ πελατεία ὅτι ἡ εἰδική αἰσθητικὸς τοῦ οἴκου HELENA RUBINSTEIN θὰ εὑρίσκεται εἰς τὸ κατάστημα ΔΗΜ. ΡΕΤΣΑ, Τσιμισκῆ 65, ἀπὸ 11 ἕως 16 Σεπτεμβρίου. xyxy=(405,1175,591,1228)
dia-body-8: 10) 3 τεμάχια. 11) Τεμάχια 12. 12) Τεμάχια 60. 13) Τεμάχια 86. 14) 1.000 κιλά. 15) 3.000 κιλά. 16) Τεμάχια 24. 17) 100 κιλά. 18) 20 κιβώτια. xyxy=(1406,364,1564,417)
photo-booth-badge: 10 Δραχ. 4 ΦΩΤΟΓΡΑΦΙΕΣ xyxy=(56,2031,148,2067)
acc-sign3: P. O. Box 260 - Thessaloniki xyxy=(745,663,877,675)
school-slogan: ΓΟΝΕΙΣ ΔΩΣΤΕ ΣΩΣΤΟ ΠΡΟΣΑΝΑΤΟΛΙΣΜΟ ΣΤΗΝ ΚΟΡΗ ΣΑΣ, ΕΓΓΡΑΦΟΝΤΑΣ ΤΗΝ ΣΤΗΝ ΤΕΛΕΙΟΤΕΡΗ ΣΧΟΛΗ ΑΙΣΘΗΤΙΚΗΣ xyxy=(622,340,999,390)
c3d-body: ΑΘΗΝΑΙ, 9.— Ὁ Ἀλέξανδρος Β. Καραμίλιας, ἐτῶν 50, ἐνῶ ἐβάδιζε εἰς τὴν ὁδὸν ἔπεσεν ἐντὸς τάφρου καὶ ἐτραυματίσθη ἐλαφρῶς. Μετεφέρθη εἰς νοσοκομεῖον. xyxy=(397,556,598,597)
c3g-footer: 37 ΞΕΝΕΣ ΓΛΩΣΣΕΣ xyxy=(439,971,557,985)
deh-signature: Ἐκ τῆς Δ.Ε.Η. xyxy=(315,1425,377,1436)
deh-logo: ΔΕΗ xyxy=(182,1241,245,1305)
header-rule xyxy=(203,45,387,71)
gum-saucy: SAUCY FRUIT xyxy=(734,1458,801,1469)
c3g-headline: ΜΑΘΕΤΕ ΞΕΝΕΣ ΓΛΩΣΣΕΣ ΕΥΚΟΛΑ ΚΑΙ ΓΡΗΓΟΡΑ ΜΕ ΤΟ ΣΥΣΤΗΜΑ LINGUAPHONE xyxy=(404,855,592,916)
eie-h2: ΓΙΑ ΚΥΡΙΕΣ xyxy=(1256,1062,1501,1109)
margin-letters: Ο Ι δ xyxy=(1574,50,1594,128)
ouzeri-name: ΑΜΕΡΙΚΑΝΟΣ xyxy=(1036,1416,1156,1436)
c5b-headline: ΚΑΤΑΤΑΞΙΣ ΜΑΘΗΤΩΝ ΕΙΣ ΔΗΜΟΣΙΑΣ ΣΧΟΛΑΣ ΕΜΠΟΡΙΚΟΥ ΝΑΥΤΙΚΟΥ xyxy=(1016,259,1176,298)
arden-line4: ΑΡΙΣΤ. ΑΝΘΟΜΕΛΙΔΗ xyxy=(741,499,881,513)
c5c-body: ΑΘΗΝΑΙ, 9.— Ὁ βασικὸς μισθὸς τῶν θεραπαινίδων τῶν ἀναπήρων πολέμου ὡρίσθη εἰς δραχμὰς 2.500 μηνιαίως ἀπὸ 1ης Ὀκτωβρίου. xyxy=(1009,494,1183,536)
c5a-body-2: ΑΘΗΝΑΙ, 9.— Δι' ἀποφάσεως τοῦ ὑπουργοῦ Ἐργασίας κ. Λόκκα, παρατείνεται ἡ ἰσχὺς τῶν διαιτητικῶν ἀποφάσεων περὶ ὅρων ἀμοιβῆς τῶν ἐργαζομένων εἰς τοὺς κλάδους ἐπεξεργασίας καπνοῦ, ἀλευροβιομηχανίας καὶ ξενοδοχείων μέχρι τέλους τοῦ ἔτους. xyxy=(1009,172,1183,256)
acc-sign2: Personnel and Services Supervisor xyxy=(728,652,894,664)
c5i-box xyxy=(1009,1060,1183,1133)
elizabeth-arden-ad xyxy=(620,400,1001,557)
portrait-photo xyxy=(249,2023,331,2152)
c5a-body: ΑΘΗΝΑΙ, 9.— Δι' ἀποφάσεως τοῦ ὑπουργοῦ Ἐργασίας κ. Λόκκα, παρατείνεται ἡ ἰσχὺς τῶν διαιτητικῶν ἀποφάσεων περὶ ὅρων ἀμοιβῆς τῶν ἐργαζομένων εἰς τοὺς κλάδους ἐπεξεργασίας καπνοῦ, ἀλευροβιομηχανίας καὶ ξενοδοχείων μέχρι τέλους τοῦ ἔτους. xyxy=(1009,86,1183,171)
gum-circle-icon xyxy=(654,1474,722,1542)
assistant-accountants-ad xyxy=(630,565,992,683)
leukippos-ad xyxy=(1193,1236,1564,1402)
beauty-school-photo xyxy=(622,121,999,340)
c5g-headline: ΚΑΤΗΓΓΕΙΛΕΝ ΑΠΑΓΩΓΗΝ ΤΗΣ ΘΥΓΑΤΡΟΣ ΤΗΣ xyxy=(1017,925,1175,952)
c5m-body: Ἀπὸ σήμερον ἐπιφύλαξ ἐκλεκτῶν μεζέδων καὶ κρασιῶν. Ὁδὸς Ἀριστοτέλους 55, Τηλ. 35-451. xyxy=(1015,1438,1177,1470)
prog-sign: Ἡ Δικαστικὴ Ἐπιμελήτρια ΧΡΥΣΗ ΖΑΧΑΡΙΑΔΗ xyxy=(1353,594,1558,605)
eie-row: ΕΙΣΟΔ.— ἀπὸ 20 ἕως 35 ἐτῶν καὶ μὲ γυμνασιακὴν τουλάχιστον μόρφωσιν xyxy=(1199,1152,1527,1163)
del-name: ΔΕΛΑΣΑΛ xyxy=(1269,815,1488,860)
dia-body-5: 10) 3 τεμάχια. 11) Τεμάχια 12. 12) Τεμάχια 60. 13) Τεμάχια 86. 14) 1.000 κιλά. 15) 3.000 κιλά. 16) Τεμάχια 24. 17) 100 κιλά. 18) 20 κιβώτια. xyxy=(1406,45,1564,97)
lead-headline: ΥΠΟΤΡΟΦΙΑΙ, ΑΠΑΛΛΑΓΑΙ, ΧΡΗΜΑΤΙΚΑ ΔΩΡΑ ΕΙΣ ΜΑΘΗΤΑΣ ΤΗΣ ΣΧΟΛΗΣ "ΔΗΜΟΚΡΙΤΟΣ", ΔΙΑΚΡΙΘΕΝΤΑΣ ΔΙΑ ΗΝ ΕΠΙΜΕΛΕΙΑΝ ΤΩΝ xyxy=(49,79,378,149)
gum-side: ἕνα προϊὸν ἀπὸ τὴν γνωστή ὑγιεινὴ μαστίχα xyxy=(892,1383,972,1413)
car-dealer-ad xyxy=(644,1185,978,1363)
eie-row: ΘΕΛΕΤΕ:— μιὰ ἐξαιρετικὴ, ἱκανοποιητικὴ καὶ καλὰ ἀμειβομένη ἐργασία εἰς ὅλους τοὺς νομοὺς τῆς Βορείου Ἑλλάδος xyxy=(1199,1163,1558,1184)
leu-body: Εὐρυσθένους καὶ Γρηγορίου Ε' ΧΑΡΙΛΑΟΥ. Τηλ. 44—495 ΔΕΚΤΟΙ ΠΡΟΣ ΦΟΙΤΗΣΙΝ: Ραδιοτεχνῖται — Ραδιοτηλεγραφηταὶ — Ἐργ. Ἠλεκτρολόγοι — Ἠλεκτροτεχνῖται — Ἀπόφοιτοι Λυκείου — Ἀπόφοιτοι Γυμνασίου.— xyxy=(1201,1358,1556,1396)
c3a-body-2: Μὲ κατόπιν τοῦ συνεκλήθη Περιφερειακόν ἐπιτροπὴ τῶν πληγέντων κατὰ τὴν κατοχὴν ἵνα ἐξετάσῃ τὸ θέμα τῶν ἀποζημιώσεων. Ἀπεφασίσθη ὅπως καταβληθοῦν εἰς τοὺς δικαιούχους αἱ ἀποζημιώσεις ἐντὸς τοῦ τρέχοντος μηνός, κατόπιν ἐγκρίσεως τοῦ Ὑπουργείου Οἰκονομικῶν. xyxy=(397,169,598,242)
dia-body: ΕΚΠΟΙΗΣΙΣ ΑΣΤΙΚΩΝ ΕΜΠΟΡΕΥΜΑΤΩΝ. Ἡ Ἐπιτροπὴ Ζώνης καὶ Λιμένος Θεσσαλονίκης διακηρύττει ὅτι ἐκτίθεται εἰς δημοπρασίαν ἡ ἐκποίησις ἐμπορευμάτων τὰ ὁποῖα εὑρίσκονται εἰς τὰς ἀποθήκας τῆς Ἐλευθέρας Ζώνης. 1) 35 αὐτοκίνητα ἐπιβατηγά. 2) 25 αὐτοκίνητα φορτηγά. 3) Διάφορα ἀνταλλακτικά. 4) 15 ψυγεία ἠλεκτρικά. xyxy=(1193,83,1401,167)
column-rule xyxy=(1187,40,1188,2301)
column-rule xyxy=(392,40,393,2301)
eie-h3: Ή ΔΕΣΠΟΙΝΙΔΕΣ xyxy=(1227,1108,1530,1149)
c5k-headline: ΕΝΟΙΚΙΑΖΕΤΑΙ xyxy=(1044,1245,1148,1261)
del-line: ΓΥΜΝΑΣΙΟΝ ΛΥΚΕΙΟΝ ΚΑΙ ΤΜΗΜΑΤΑ ΓΑΛΛΙΚΗΣ ΓΛΩΣΣΗΣ xyxy=(1199,886,1558,919)
c5k-body: Κατάλληλον κτίριον διὰ κινηματογράφον εἰς τὸ κέντρον τῆς πόλεως. Πληρ. τηλ. 77—516 xyxy=(1015,1263,1177,1295)
ouzeri-sign: ΑΜΠΕΛΟΚΗΠΟΙ xyxy=(1053,1471,1139,1483)
nl-bottom1: ΤΟ ΜΟΝΤΕΛΟ ΠΟΥ ΣΑΣ ΤΑΙΡΙΑΖΕΙ ΘΑ ΤΟ ΒΡΗΤΕ ΣΤΗ ΣΥΛΛΟΓΗ ΜΑΣ xyxy=(665,1108,957,1131)
deh-body-2: Ἡ Δημοσία Ἐπιχείρησις Ἠλεκτρισμοῦ ἀνακοινοῖ ὅτι ἀπὸ τῆς Κυριακῆς τίθενται ὑπὸ τάσιν τὰ νέα δίκτυα τῶν χωρίων τοῦ νομοῦ Πέλλης. Παρακαλοῦνται οἱ κάτοικοι ὅπως μὴ ἐγγίζουν τοὺς ἀγωγοὺς διότι κινδυνεύει ἡ ζωή των. xyxy=(50,1381,377,1424)
eie-kicker: ΕΘΝΙΚΟΝ ΙΝΣΤΙΤΟΥΤΟΝ ΕΡΕΥΝΩΝ xyxy=(1247,970,1510,987)
c3b-headline: ΔΙΑΓΩΝΙΣΜΟΣ ΔΙΑ ΤΗΝ ΚΑΤΑΤΑΞΙΝ ΛΙΜΕΝΟΦΥΛΑΚΩΝ xyxy=(414,245,582,291)
eie-row: ΕΧΟΥΜΕ:— ἔνα ἐξαιρετικὸ προϊὸν γιὰ σᾶς καὶ ἐγγυημένο εἰσόδημα xyxy=(1199,1184,1499,1195)
article-2-heading: ΑΡΘΡΟΝ 2ον xyxy=(261,714,342,728)
c5g-body: ΑΘΗΝΑΙ, 9.— Ἡ Λυγερινὴ Σαραντοπούλου κατήγγειλεν εἰς τὴν Ἀστυνομίαν τὴν ἀπαγωγὴν τῆς θυγατρὸς της ὑπὸ ἀγνώστου. xyxy=(1009,953,1183,995)
gum-new: ΝΕΑ xyxy=(644,1383,736,1429)
notice-title: ΕΙΔΟΠΟΙΗΣΙΣ xyxy=(424,1136,572,1161)
tzimourta-line2: ΝΥΚΤΕΡΙΝΟΝ: ΓΥΜΝΑΣΙΟΝ — ΛΥΚΕΙΟΝ xyxy=(63,1562,364,1579)
pr-headline: ΠΡΟΜΗΘΕΙΑ ΤΥΠΟΥ ΥΛΙΚΟΥ xyxy=(1211,430,1384,444)
c3b-body: Ἀνακοινοῦται, ὅτι παρὰ τοῦ Ὑπουργείου Ἐμπορικῆς Ναυτιλίας προκηρύσσεται διαγωνισμὸς διὰ τὴν κατάταξιν λιμενοφυλάκων. Αἱ αἰτήσεις ὑποβάλλονται εἰς τὰ Λιμεναρχεῖα μέχρι τέλους τοῦ μηνός. xyxy=(397,293,598,346)
tzimourta-address: ΑΡΙΣΤΟΤΕΛΟΥΣ 26 — ΤΗΛΕΦ. 73.840 xyxy=(91,1520,336,1535)
makedonia-factory-ad xyxy=(399,1240,597,1349)
arden-line1: Ἡ αἰσθητικὸς τοῦ ἀμερικανικοῦ οἴκου xyxy=(694,457,928,471)
c5i-body: Εἰς τὴν Διεθνῆ Ἔκθεσιν Θεσσαλονίκης θὰ παρουσιασθοῦν προϊόντα τῶν ἑλληνικῶν βιομηχανιῶν. xyxy=(1015,1082,1177,1125)
leu-sub: ΣΧΟΛΗ ΤΕΧΝΙΚΩΝ ΤΗΛΕΟΡΑΣΕΩΣ (Ελ. Σπουδῶν) xyxy=(1230,1291,1527,1324)
c5b-body: Ἀνακοινοῦται παρὰ τοῦ Ὑπουργείου Ἐμπορικῆς Ναυτιλίας ὅτι προκηρύσσεται διαγωνισμὸς διὰ τὴν εἰσαγωγὴν μαθητῶν εἰς τὰς δημοσίας σχολὰς ἐμπορικοῦ ναυτικοῦ. Αἱ αἰτήσεις γίνονται δεκταὶ μέχρι 25ης Σεπτεμβρίου. xyxy=(1009,300,1183,374)
tzimourta-bullet: — Οἱ μαθηταὶ μας παρακολουθοῦν τὰ μαθήματα ἐλευθέρως xyxy=(50,1611,309,1622)
